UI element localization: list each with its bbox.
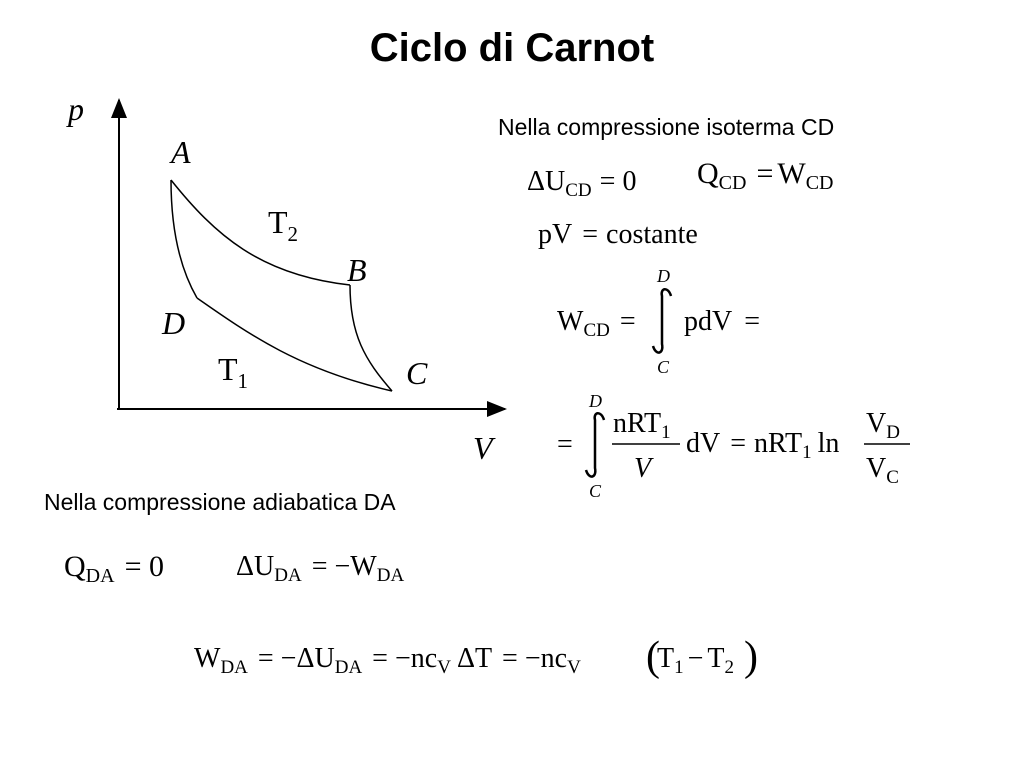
eq-du-da: $\Delta U_{DA} = -W_{DA}$	[236, 551, 405, 586]
eq-work-da: $W_{DA} = -\Delta U_{DA} = -nc_V$ $\Delta T = -nc_V$	[194, 643, 581, 678]
isothermal-heading: Nella compressione isoterma CD	[498, 114, 835, 140]
eq-work-cd-eq: =	[557, 429, 573, 460]
eq-du-cd: $\Delta U_{CD} = 0$	[527, 166, 637, 201]
paren-close: )	[744, 634, 758, 680]
eq-pv-const: pV = costante	[538, 219, 698, 250]
axis-y-label: p	[68, 91, 84, 127]
frac-numerator: nRT$_1$	[613, 408, 671, 443]
isotherm-cold-label: $T_1$	[218, 351, 249, 393]
integral-1-lower: C	[657, 357, 670, 377]
integral-1-upper: D	[657, 266, 670, 286]
axis-x-label: V	[473, 430, 493, 466]
point-d-label: D	[162, 305, 186, 341]
integral-2-upper: D	[589, 391, 602, 411]
integral-2-lower: C	[589, 481, 602, 501]
isotherm-hot-label: $T_2$	[268, 204, 299, 246]
frac-vd: $V_D$	[866, 408, 900, 443]
eq-work-cd-lhs: $W_{CD}$ =	[557, 306, 636, 341]
eq-work-cd-integrand: pdV =	[684, 306, 761, 337]
eq-q-cd: $Q_{CD} = W_{CD}$	[697, 157, 834, 194]
point-b-label: B	[347, 252, 367, 288]
point-c-label: C	[406, 355, 428, 391]
adiabatic-heading: Nella compressione adiabatica DA	[44, 489, 396, 515]
eq-q-da: $Q_{DA} = 0$	[64, 550, 164, 587]
point-a-label: A	[171, 134, 191, 170]
eq-work-cd-result: dV = nRT$_1$ ln	[686, 428, 840, 463]
frac-vc: $V_C$	[866, 453, 899, 488]
eq-work-da-temps: $T_1 - T_2$	[657, 643, 735, 678]
frac-denominator: V	[634, 453, 652, 484]
paren-open: (	[646, 634, 660, 680]
slide-title: Ciclo di Carnot	[369, 26, 655, 70]
